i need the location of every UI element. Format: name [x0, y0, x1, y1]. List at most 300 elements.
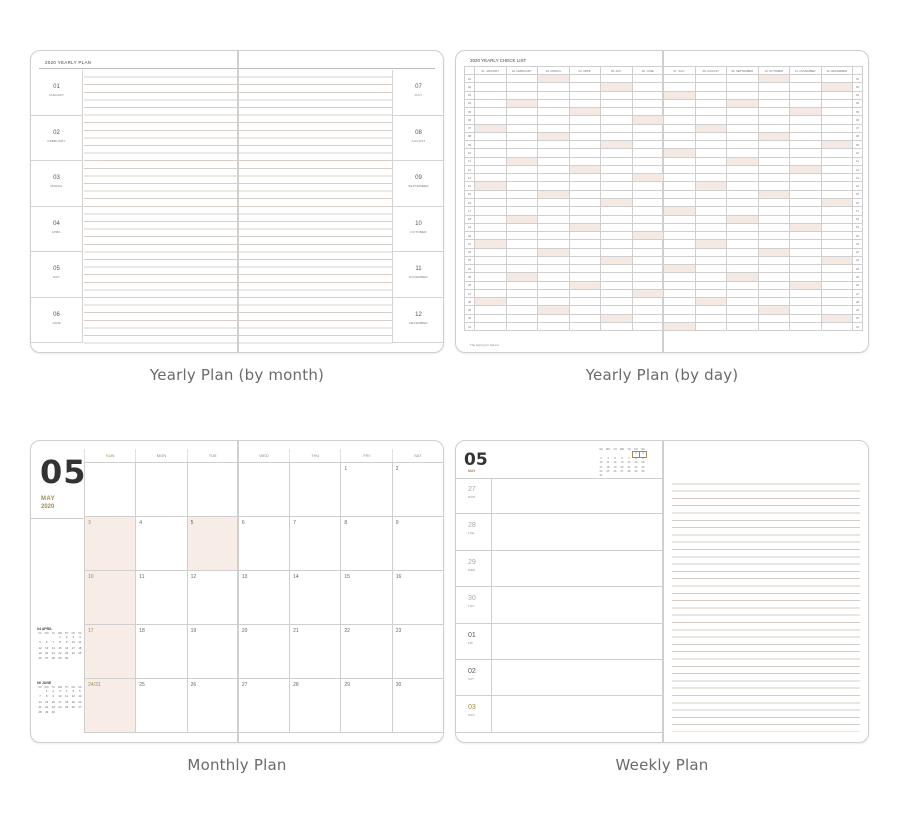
- day-cell[interactable]: [632, 322, 664, 330]
- day-cell[interactable]: [821, 215, 853, 223]
- day-cell[interactable]: [632, 75, 664, 83]
- day-cell[interactable]: [569, 124, 601, 132]
- day-cell[interactable]: [506, 265, 538, 273]
- day-cell[interactable]: [821, 306, 853, 314]
- day-cell[interactable]: [506, 149, 538, 157]
- day-cell[interactable]: [289, 625, 340, 678]
- day-cell[interactable]: [695, 289, 727, 297]
- day-cell[interactable]: [790, 108, 822, 116]
- day-cell[interactable]: [601, 149, 633, 157]
- day-cell[interactable]: [84, 571, 135, 624]
- day-cell[interactable]: [758, 108, 790, 116]
- day-cell[interactable]: [569, 116, 601, 124]
- day-cell[interactable]: [475, 132, 507, 140]
- day-cell[interactable]: [758, 223, 790, 231]
- day-cell[interactable]: [727, 108, 759, 116]
- day-cell[interactable]: [821, 256, 853, 264]
- day-cell[interactable]: [538, 108, 570, 116]
- day-cell[interactable]: [790, 289, 822, 297]
- day-cell[interactable]: [695, 182, 727, 190]
- day-cell[interactable]: [84, 463, 135, 516]
- day-cell[interactable]: [475, 322, 507, 330]
- day-cell[interactable]: [506, 108, 538, 116]
- day-cell[interactable]: [538, 91, 570, 99]
- month-cell[interactable]: [31, 70, 83, 116]
- day-cell[interactable]: [821, 322, 853, 330]
- day-cell[interactable]: [601, 265, 633, 273]
- day-cell[interactable]: [727, 207, 759, 215]
- day-cell[interactable]: [790, 215, 822, 223]
- day-cell[interactable]: [758, 141, 790, 149]
- day-cell[interactable]: [475, 265, 507, 273]
- day-cell[interactable]: [538, 141, 570, 149]
- day-cell[interactable]: [601, 281, 633, 289]
- day-cell[interactable]: [664, 91, 696, 99]
- day-cell[interactable]: [569, 198, 601, 206]
- day-cell[interactable]: [790, 298, 822, 306]
- day-cell[interactable]: [632, 232, 664, 240]
- day-cell[interactable]: [392, 571, 443, 624]
- day-cell[interactable]: [506, 141, 538, 149]
- day-cell[interactable]: [695, 298, 727, 306]
- day-cell[interactable]: [538, 174, 570, 182]
- day-cell[interactable]: [758, 132, 790, 140]
- day-cell[interactable]: [538, 165, 570, 173]
- day-cell[interactable]: [569, 149, 601, 157]
- day-cell[interactable]: [632, 99, 664, 107]
- day-cell[interactable]: [538, 75, 570, 83]
- day-cell[interactable]: [538, 149, 570, 157]
- day-cell[interactable]: [758, 99, 790, 107]
- day-cell[interactable]: [821, 273, 853, 281]
- day-cell[interactable]: [821, 108, 853, 116]
- day-cell[interactable]: [727, 314, 759, 322]
- day-cell[interactable]: [475, 190, 507, 198]
- day-cell[interactable]: [695, 240, 727, 248]
- day-cell[interactable]: [790, 322, 822, 330]
- day-cell[interactable]: [821, 281, 853, 289]
- day-cell[interactable]: [601, 132, 633, 140]
- day-cell[interactable]: [538, 281, 570, 289]
- day-cell[interactable]: [569, 75, 601, 83]
- day-cell[interactable]: [632, 132, 664, 140]
- day-cell[interactable]: [475, 248, 507, 256]
- day-cell[interactable]: [632, 314, 664, 322]
- day-cell[interactable]: [538, 215, 570, 223]
- day-cell[interactable]: [790, 240, 822, 248]
- day-cell[interactable]: [727, 83, 759, 91]
- day-cell[interactable]: [601, 91, 633, 99]
- day-cell[interactable]: [664, 132, 696, 140]
- day-cell[interactable]: [289, 679, 340, 732]
- day-cell[interactable]: [664, 322, 696, 330]
- day-cell[interactable]: [506, 240, 538, 248]
- day-cell[interactable]: [727, 165, 759, 173]
- day-cell[interactable]: [569, 141, 601, 149]
- day-cell[interactable]: [601, 207, 633, 215]
- day-cell[interactable]: [538, 273, 570, 281]
- day-cell[interactable]: [821, 240, 853, 248]
- day-cell[interactable]: [821, 99, 853, 107]
- day-cell[interactable]: [695, 91, 727, 99]
- day-cell[interactable]: [538, 190, 570, 198]
- day-cell[interactable]: [538, 256, 570, 264]
- day-cell[interactable]: [758, 207, 790, 215]
- day-cell[interactable]: [506, 198, 538, 206]
- day-cell[interactable]: [538, 182, 570, 190]
- day-cell[interactable]: [727, 149, 759, 157]
- day-cell[interactable]: [538, 248, 570, 256]
- day-cell[interactable]: [475, 215, 507, 223]
- day-cell[interactable]: [506, 124, 538, 132]
- day-cell[interactable]: [758, 289, 790, 297]
- day-cell[interactable]: [569, 240, 601, 248]
- day-cell[interactable]: [289, 463, 340, 516]
- day-cell[interactable]: [664, 182, 696, 190]
- day-cell[interactable]: [569, 298, 601, 306]
- day-cell[interactable]: [632, 157, 664, 165]
- day-cell[interactable]: [506, 289, 538, 297]
- day-cell[interactable]: [475, 108, 507, 116]
- day-cell[interactable]: [758, 322, 790, 330]
- day-cell[interactable]: [632, 265, 664, 273]
- day-cell[interactable]: [695, 83, 727, 91]
- day-cell[interactable]: [340, 625, 391, 678]
- day-cell[interactable]: [601, 223, 633, 231]
- day-cell[interactable]: [695, 190, 727, 198]
- day-cell[interactable]: [821, 157, 853, 165]
- day-cell[interactable]: [135, 463, 186, 516]
- day-cell[interactable]: [758, 265, 790, 273]
- day-cell[interactable]: [475, 116, 507, 124]
- day-cell[interactable]: [475, 306, 507, 314]
- day-cell[interactable]: [569, 265, 601, 273]
- day-cell[interactable]: [475, 165, 507, 173]
- day-cell[interactable]: [601, 232, 633, 240]
- day-cell[interactable]: [821, 207, 853, 215]
- day-cell[interactable]: [392, 517, 443, 570]
- day-cell[interactable]: [695, 99, 727, 107]
- day-cell[interactable]: [632, 116, 664, 124]
- day-cell[interactable]: [569, 256, 601, 264]
- day-cell[interactable]: [506, 273, 538, 281]
- day-cell[interactable]: [727, 248, 759, 256]
- day-cell[interactable]: [821, 198, 853, 206]
- day-cell[interactable]: [538, 240, 570, 248]
- day-cell[interactable]: [790, 198, 822, 206]
- day-cell[interactable]: [821, 75, 853, 83]
- day-cell[interactable]: [664, 232, 696, 240]
- day-cell[interactable]: [695, 322, 727, 330]
- day-cell[interactable]: [790, 99, 822, 107]
- day-cell[interactable]: [664, 174, 696, 182]
- day-cell[interactable]: [569, 215, 601, 223]
- day-cell[interactable]: [727, 289, 759, 297]
- day-cell[interactable]: [758, 215, 790, 223]
- day-cell[interactable]: [727, 306, 759, 314]
- day-cell[interactable]: [506, 322, 538, 330]
- day-cell[interactable]: [475, 157, 507, 165]
- day-cell[interactable]: [758, 248, 790, 256]
- day-cell[interactable]: [475, 83, 507, 91]
- day-cell[interactable]: [238, 679, 289, 732]
- day-cell[interactable]: [758, 314, 790, 322]
- day-cell[interactable]: [475, 182, 507, 190]
- day-cell[interactable]: [569, 306, 601, 314]
- day-cell[interactable]: [790, 314, 822, 322]
- day-cell[interactable]: [664, 190, 696, 198]
- day-cell[interactable]: [506, 232, 538, 240]
- day-cell[interactable]: [821, 83, 853, 91]
- day-cell[interactable]: [506, 190, 538, 198]
- day-cell[interactable]: [601, 182, 633, 190]
- day-cell[interactable]: [135, 679, 186, 732]
- day-cell[interactable]: [664, 273, 696, 281]
- day-cell[interactable]: [289, 517, 340, 570]
- month-cell[interactable]: [31, 161, 83, 207]
- day-cell[interactable]: [601, 108, 633, 116]
- day-cell[interactable]: [821, 265, 853, 273]
- day-cell[interactable]: [569, 83, 601, 91]
- day-cell[interactable]: [727, 91, 759, 99]
- day-cell[interactable]: [664, 141, 696, 149]
- day-cell[interactable]: [601, 306, 633, 314]
- day-cell[interactable]: [392, 679, 443, 732]
- day-cell[interactable]: [790, 306, 822, 314]
- day-cell[interactable]: [664, 99, 696, 107]
- day-cell[interactable]: [632, 223, 664, 231]
- day-cell[interactable]: [601, 157, 633, 165]
- day-cell[interactable]: [569, 174, 601, 182]
- month-cell[interactable]: [392, 207, 444, 253]
- day-cell[interactable]: [664, 75, 696, 83]
- day-cell[interactable]: [187, 463, 238, 516]
- day-cell[interactable]: [569, 281, 601, 289]
- day-cell[interactable]: [790, 256, 822, 264]
- day-cell[interactable]: [569, 165, 601, 173]
- day-cell[interactable]: [821, 314, 853, 322]
- day-cell[interactable]: [758, 182, 790, 190]
- day-cell[interactable]: [135, 625, 186, 678]
- day-cell[interactable]: [538, 314, 570, 322]
- day-cell[interactable]: [632, 165, 664, 173]
- day-cell[interactable]: [601, 314, 633, 322]
- day-cell[interactable]: [340, 463, 391, 516]
- day-cell[interactable]: [821, 149, 853, 157]
- day-cell[interactable]: [664, 157, 696, 165]
- day-cell[interactable]: [632, 281, 664, 289]
- day-cell[interactable]: [758, 157, 790, 165]
- day-cell[interactable]: [506, 91, 538, 99]
- day-cell[interactable]: [506, 174, 538, 182]
- day-cell[interactable]: [695, 207, 727, 215]
- day-cell[interactable]: [758, 198, 790, 206]
- day-cell[interactable]: [758, 91, 790, 99]
- day-cell[interactable]: [340, 679, 391, 732]
- day-cell[interactable]: [664, 207, 696, 215]
- day-cell[interactable]: [790, 75, 822, 83]
- day-cell[interactable]: [727, 141, 759, 149]
- day-cell[interactable]: [695, 306, 727, 314]
- day-cell[interactable]: [601, 298, 633, 306]
- day-cell[interactable]: [601, 240, 633, 248]
- day-cell[interactable]: [695, 215, 727, 223]
- month-cell[interactable]: [31, 252, 83, 298]
- day-cell[interactable]: [790, 190, 822, 198]
- day-cell[interactable]: [727, 281, 759, 289]
- day-cell[interactable]: [632, 273, 664, 281]
- day-cell[interactable]: [538, 298, 570, 306]
- day-cell[interactable]: [664, 198, 696, 206]
- day-cell[interactable]: [538, 322, 570, 330]
- day-cell[interactable]: [758, 165, 790, 173]
- day-cell[interactable]: [632, 141, 664, 149]
- day-cell[interactable]: [601, 83, 633, 91]
- day-cell[interactable]: [790, 116, 822, 124]
- day-cell[interactable]: [506, 306, 538, 314]
- day-cell[interactable]: [506, 165, 538, 173]
- day-cell[interactable]: [695, 223, 727, 231]
- day-cell[interactable]: [475, 223, 507, 231]
- day-cell[interactable]: [727, 182, 759, 190]
- day-cell[interactable]: [664, 281, 696, 289]
- day-cell[interactable]: [475, 240, 507, 248]
- day-cell[interactable]: [632, 215, 664, 223]
- day-cell[interactable]: [538, 223, 570, 231]
- day-cell[interactable]: [664, 265, 696, 273]
- day-cell[interactable]: [821, 91, 853, 99]
- day-cell[interactable]: [632, 83, 664, 91]
- day-cell[interactable]: [727, 124, 759, 132]
- day-cell[interactable]: [506, 314, 538, 322]
- day-cell[interactable]: [569, 182, 601, 190]
- day-cell[interactable]: [695, 248, 727, 256]
- day-cell[interactable]: [695, 232, 727, 240]
- day-cell[interactable]: [821, 141, 853, 149]
- day-cell[interactable]: [727, 322, 759, 330]
- month-cell[interactable]: [392, 70, 444, 116]
- day-cell[interactable]: [632, 190, 664, 198]
- day-cell[interactable]: [475, 99, 507, 107]
- day-cell[interactable]: [632, 149, 664, 157]
- day-cell[interactable]: [632, 182, 664, 190]
- day-cell[interactable]: [475, 232, 507, 240]
- day-cell[interactable]: [758, 306, 790, 314]
- day-cell[interactable]: [727, 190, 759, 198]
- day-cell[interactable]: [664, 165, 696, 173]
- day-cell[interactable]: [790, 232, 822, 240]
- day-cell[interactable]: [538, 306, 570, 314]
- day-cell[interactable]: [790, 124, 822, 132]
- day-cell[interactable]: [758, 124, 790, 132]
- day-cell[interactable]: [569, 289, 601, 297]
- day-cell[interactable]: [84, 679, 135, 732]
- day-cell[interactable]: [727, 75, 759, 83]
- day-cell[interactable]: [475, 174, 507, 182]
- day-cell[interactable]: [727, 232, 759, 240]
- day-cell[interactable]: [664, 256, 696, 264]
- day-cell[interactable]: [506, 298, 538, 306]
- day-cell[interactable]: [790, 157, 822, 165]
- day-cell[interactable]: [569, 207, 601, 215]
- day-cell[interactable]: [601, 141, 633, 149]
- day-cell[interactable]: [135, 571, 186, 624]
- day-cell[interactable]: [238, 517, 289, 570]
- day-cell[interactable]: [790, 83, 822, 91]
- week-day-row[interactable]: [456, 551, 663, 587]
- day-cell[interactable]: [475, 256, 507, 264]
- day-cell[interactable]: [695, 198, 727, 206]
- day-cell[interactable]: [475, 273, 507, 281]
- day-cell[interactable]: [475, 75, 507, 83]
- month-cell[interactable]: [31, 207, 83, 253]
- day-cell[interactable]: [821, 182, 853, 190]
- day-cell[interactable]: [758, 83, 790, 91]
- day-cell[interactable]: [475, 314, 507, 322]
- day-cell[interactable]: [664, 248, 696, 256]
- day-cell[interactable]: [695, 141, 727, 149]
- day-cell[interactable]: [238, 571, 289, 624]
- day-cell[interactable]: [758, 232, 790, 240]
- week-day-row[interactable]: [456, 624, 663, 660]
- day-cell[interactable]: [790, 273, 822, 281]
- day-cell[interactable]: [506, 157, 538, 165]
- day-cell[interactable]: [695, 108, 727, 116]
- day-cell[interactable]: [506, 116, 538, 124]
- day-cell[interactable]: [821, 190, 853, 198]
- day-cell[interactable]: [695, 157, 727, 165]
- day-cell[interactable]: [475, 141, 507, 149]
- day-cell[interactable]: [569, 157, 601, 165]
- day-cell[interactable]: [84, 625, 135, 678]
- day-cell[interactable]: [538, 99, 570, 107]
- day-cell[interactable]: [506, 75, 538, 83]
- day-cell[interactable]: [821, 116, 853, 124]
- day-cell[interactable]: [790, 91, 822, 99]
- day-cell[interactable]: [790, 132, 822, 140]
- day-cell[interactable]: [790, 223, 822, 231]
- day-cell[interactable]: [664, 289, 696, 297]
- week-day-row[interactable]: [456, 696, 663, 732]
- day-cell[interactable]: [569, 99, 601, 107]
- day-cell[interactable]: [632, 207, 664, 215]
- day-cell[interactable]: [601, 248, 633, 256]
- week-day-row[interactable]: [456, 587, 663, 623]
- day-cell[interactable]: [727, 116, 759, 124]
- day-cell[interactable]: [538, 116, 570, 124]
- day-cell[interactable]: [632, 174, 664, 182]
- day-cell[interactable]: [601, 190, 633, 198]
- day-cell[interactable]: [790, 165, 822, 173]
- day-cell[interactable]: [538, 124, 570, 132]
- day-cell[interactable]: [821, 165, 853, 173]
- day-cell[interactable]: [538, 132, 570, 140]
- month-cell[interactable]: [31, 298, 83, 344]
- day-cell[interactable]: [506, 99, 538, 107]
- day-cell[interactable]: [475, 207, 507, 215]
- day-cell[interactable]: [569, 132, 601, 140]
- day-cell[interactable]: [727, 298, 759, 306]
- day-cell[interactable]: [569, 232, 601, 240]
- day-cell[interactable]: [695, 256, 727, 264]
- day-cell[interactable]: [135, 517, 186, 570]
- day-cell[interactable]: [632, 124, 664, 132]
- month-cell[interactable]: [392, 116, 444, 162]
- day-cell[interactable]: [727, 99, 759, 107]
- day-cell[interactable]: [664, 306, 696, 314]
- day-cell[interactable]: [695, 116, 727, 124]
- day-cell[interactable]: [727, 174, 759, 182]
